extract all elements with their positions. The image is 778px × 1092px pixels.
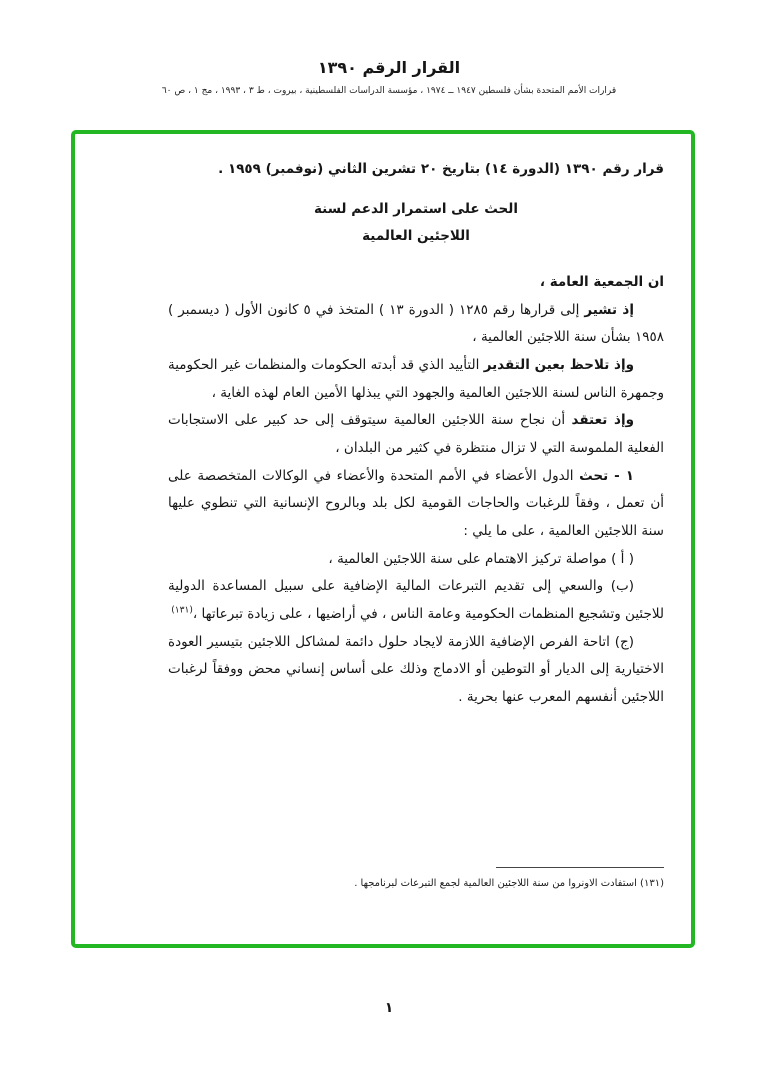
paragraph-lead: ١ - تحث (579, 467, 635, 484)
paragraph-text: الدول الأعضاء في الأمم المتحدة والأعضاء في الوكالات المتخصصة على أن تعمل ، وفقاً للرغبات والحاجات القومية لكل بلد وبالروح الإنسانية التي تنطوي عليها سنة اللاجئين العالمية ، على ما يلي : (168, 467, 664, 540)
resolution-subparagraph-a (168, 546, 664, 574)
paragraph-lead: إذ تشير (584, 301, 634, 318)
paragraph-text: ( أ ) مواصلة تركيز الاهتمام على سنة اللاجئين العالمية ، (328, 550, 634, 567)
footnote-marker: (١٣١) (171, 605, 193, 616)
resolution-paragraph (168, 407, 664, 462)
paragraph-lead: وإذ تلاحظ بعين التقدير (483, 357, 634, 374)
resolution-paragraph (168, 269, 664, 297)
resolution-paragraph (168, 297, 664, 352)
resolution-paragraph (168, 463, 664, 546)
paragraph-text: التأييد الذي قد أبدته الحكومات والمنظمات غير الحكومية وجمهرة الناس لسنة اللاجئين العالمية والجهود التي يبذلها الأمين العام لهذه الغاية ، (168, 357, 664, 401)
document-header (0, 58, 778, 96)
footnote-divider (496, 867, 664, 868)
footnote-area (168, 867, 664, 892)
resolution-text-block (168, 156, 664, 712)
resolution-heading: قرار رقم ١٣٩٠ (الدورة ١٤) بتاريخ ٢٠ تشرين الثاني (نوفمبر) ١٩٥٩ . (218, 161, 664, 177)
paragraph-lead: ان الجمعية العامة ، (539, 274, 664, 291)
resolution-subparagraph-b (168, 573, 664, 628)
paragraph-text: إلى قرارها رقم ١٢٨٥ ( الدورة ١٣ ) المتخذ في ٥ كانون الأول ( ديسمبر ) ١٩٥٨ بشأن سنة اللاجئين العالمية ، (168, 301, 664, 346)
document-citation: قرارات الأمم المتحدة بشأن فلسطين ١٩٤٧ ــ ١٩٧٤ ، مؤسسة الدراسات الفلسطينية ، بيروت ، ط ٣ ، ١٩٩٣ ، مج ١ ، ص ٦٠ (161, 86, 617, 96)
resolution-paragraph (168, 352, 664, 407)
resolution-subtitle (168, 196, 664, 251)
resolution-border-frame (71, 130, 695, 948)
paragraph-text: (ج) اتاحة الفرص الإضافية اللازمة لايجاد حلول دائمة لمشاكل اللاجئين بتيسير العودة الاختيارية إلى الديار أو التوطين أو الادماج وذلك على أساس إنساني محض ووفقاً لرغبات اللاجئين أنفسهم المعرب عنها بحرية . (168, 633, 664, 706)
resolution-subtitle-line1: الحث على استمرار الدعم لسنة (314, 200, 518, 217)
paragraph-text: (ب) والسعي إلى تقديم التبرعات المالية الإضافية على سبيل المساعدة الدولية للاجئين وتشجيع المنظمات الحكومية وعامة الناس ، في أراضيها ، على زيادة تبرعاتها ، (168, 578, 664, 623)
document-title: القرار الرقم ١٣٩٠ (317, 58, 461, 77)
paragraph-lead: وإذ تعتقد (571, 412, 634, 429)
page-number: ١ (384, 1000, 394, 1016)
footnote-text: (١٣١) استفادت الاونروا من سنة اللاجئين العالمية لجمع التبرعات لبرنامجها . (354, 878, 664, 889)
resolution-subtitle-line2: اللاجئين العالمية (362, 228, 470, 245)
paragraph-text: أن نجاح سنة اللاجئين العالمية سيتوقف إلى حد كبير على الاستجابات الفعلية الملموسة التي لا تزال منتظرة في كثير من البلدان ، (168, 412, 664, 457)
resolution-subparagraph-c (168, 629, 664, 712)
